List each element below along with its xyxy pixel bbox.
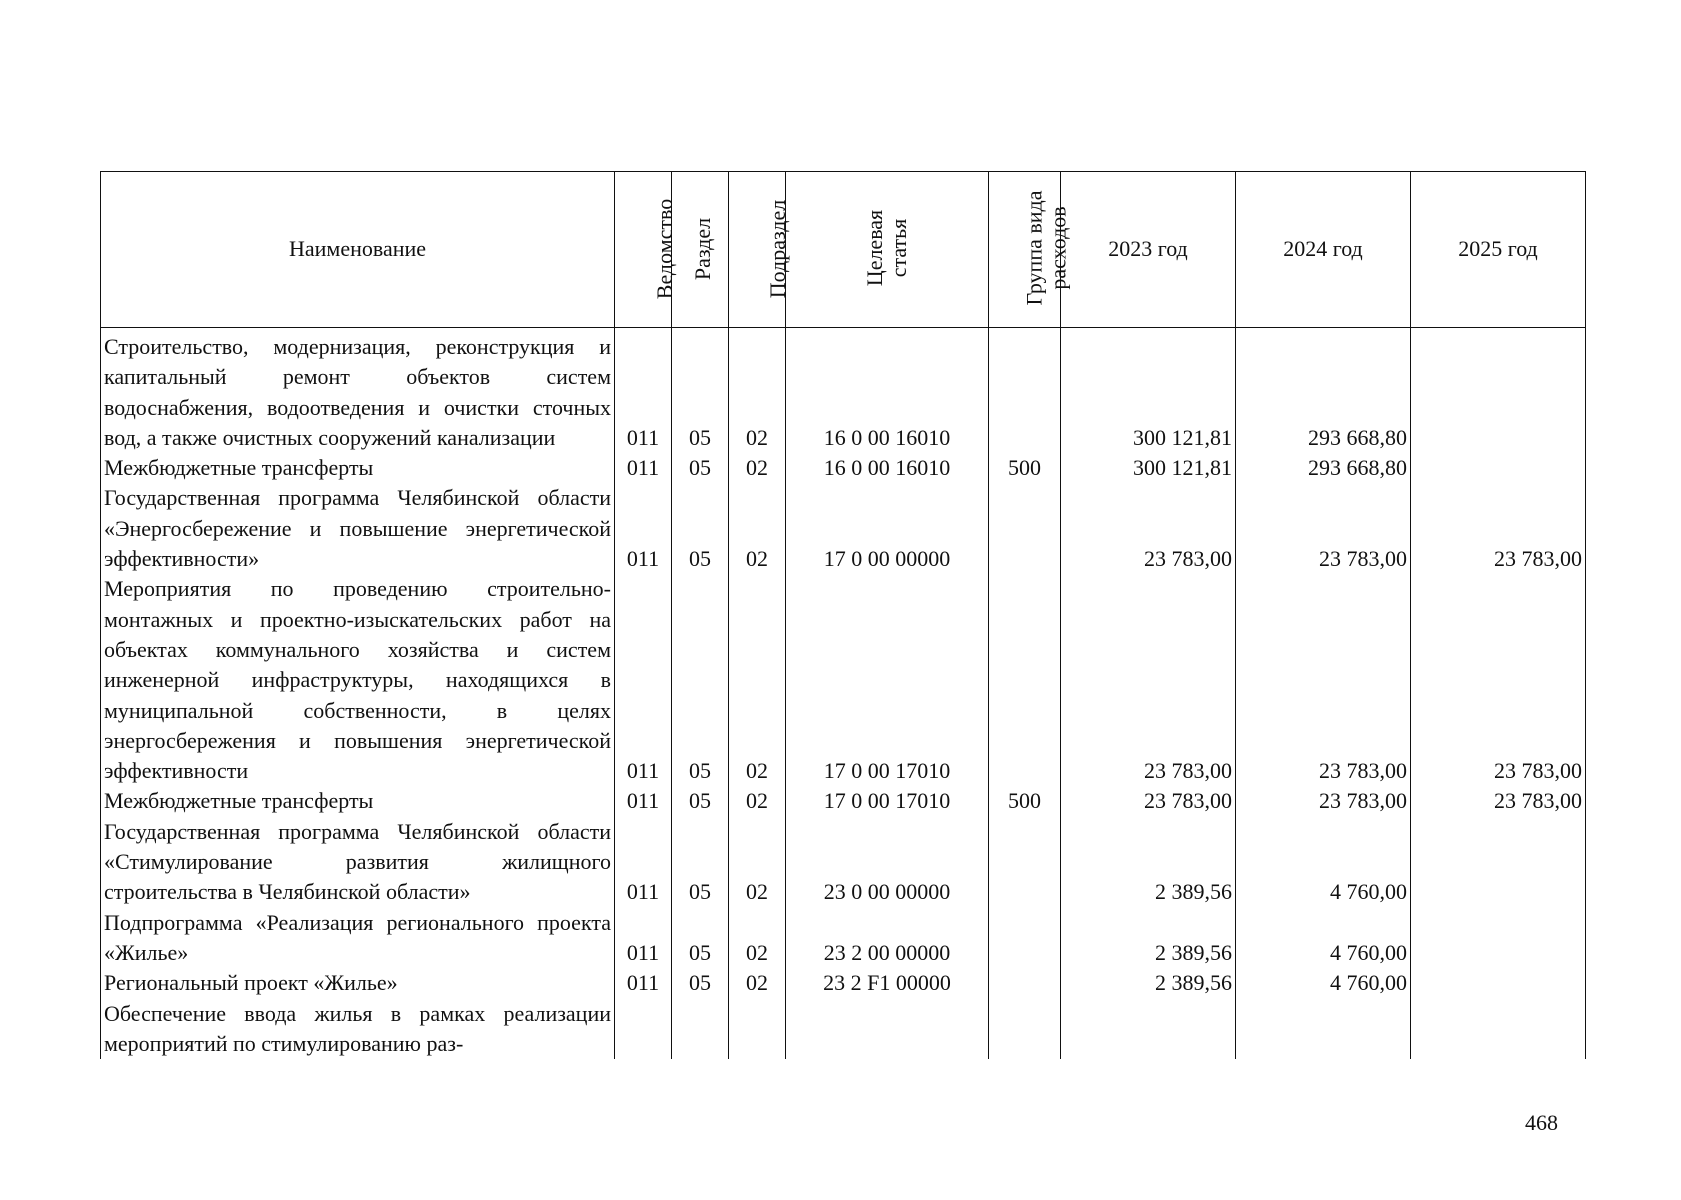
row-2024: 4 760,00	[1236, 908, 1411, 969]
row-subsection	[729, 999, 786, 1060]
row-section: 05	[672, 453, 729, 483]
budget-table	[100, 171, 1586, 1059]
table-row	[101, 328, 1586, 454]
row-2025	[1411, 817, 1586, 908]
row-name: Государственная программа Челябинской области «Стимулирование развития жилищного строительства в Челябинской области»	[101, 817, 615, 908]
row-2025: 23 783,00	[1411, 786, 1586, 816]
row-subsection: 02	[729, 574, 786, 786]
row-group	[989, 817, 1061, 908]
row-2023: 300 121,81	[1061, 453, 1236, 483]
table-row	[101, 908, 1586, 969]
row-section: 05	[672, 483, 729, 574]
header-section: Раздел	[672, 172, 729, 328]
row-section: 05	[672, 908, 729, 969]
row-group	[989, 908, 1061, 969]
row-2023: 23 783,00	[1061, 483, 1236, 574]
row-2024: 23 783,00	[1236, 483, 1411, 574]
table-row	[101, 999, 1586, 1060]
row-group	[989, 483, 1061, 574]
row-name: Мероприятия по проведению строительно-монтажных и проектно-изыскательских работ на объектах коммунального хозяйства и систем инженерной инфраструктуры, находящихся в муниципальной собственности, в целях энергосбережения и повышения энергетической эффективности	[101, 574, 615, 786]
header-2025: 2025 год	[1411, 172, 1586, 328]
row-2024: 4 760,00	[1236, 968, 1411, 998]
row-2024: 4 760,00	[1236, 817, 1411, 908]
row-2024: 23 783,00	[1236, 574, 1411, 786]
row-subsection: 02	[729, 786, 786, 816]
header-2024: 2024 год	[1236, 172, 1411, 328]
row-2023: 23 783,00	[1061, 574, 1236, 786]
row-target: 16 0 00 16010	[786, 328, 989, 454]
row-2024	[1236, 999, 1411, 1060]
row-dept: 011	[615, 328, 672, 454]
row-2024: 23 783,00	[1236, 786, 1411, 816]
row-subsection: 02	[729, 328, 786, 454]
row-name: Межбюджетные трансферты	[101, 453, 615, 483]
row-dept: 011	[615, 968, 672, 998]
row-2025	[1411, 999, 1586, 1060]
row-dept: 011	[615, 908, 672, 969]
row-target: 23 0 00 00000	[786, 817, 989, 908]
row-subsection: 02	[729, 483, 786, 574]
row-2025	[1411, 453, 1586, 483]
table-row	[101, 574, 1586, 786]
row-name: Обеспечение ввода жилья в рамках реализации мероприятий по стимулированию раз-	[101, 999, 615, 1060]
row-section	[672, 999, 729, 1060]
table-row	[101, 483, 1586, 574]
row-section: 05	[672, 328, 729, 454]
row-name: Строительство, модернизация, реконструкция и капитальный ремонт объектов систем водоснабжения, водоотведения и очистки сточных вод, а также очистных сооружений канализации	[101, 328, 615, 454]
table-header-row	[101, 172, 1586, 328]
row-name: Межбюджетные трансферты	[101, 786, 615, 816]
row-2023: 2 389,56	[1061, 968, 1236, 998]
row-subsection: 02	[729, 817, 786, 908]
row-target: 23 2 00 00000	[786, 908, 989, 969]
row-name: Государственная программа Челябинской области «Энергосбережение и повышение энергетической эффективности»	[101, 483, 615, 574]
row-target: 23 2 F1 00000	[786, 968, 989, 998]
row-subsection: 02	[729, 453, 786, 483]
table-row	[101, 968, 1586, 998]
row-group	[989, 328, 1061, 454]
row-dept: 011	[615, 453, 672, 483]
row-dept: 011	[615, 574, 672, 786]
row-2025: 23 783,00	[1411, 574, 1586, 786]
row-2025	[1411, 968, 1586, 998]
row-subsection: 02	[729, 908, 786, 969]
row-section: 05	[672, 968, 729, 998]
row-group: 500	[989, 453, 1061, 483]
table-row	[101, 786, 1586, 816]
row-section: 05	[672, 574, 729, 786]
row-target: 17 0 00 17010	[786, 786, 989, 816]
row-2024: 293 668,80	[1236, 453, 1411, 483]
row-target: 16 0 00 16010	[786, 453, 989, 483]
row-group	[989, 574, 1061, 786]
row-2024: 293 668,80	[1236, 328, 1411, 454]
row-target: 17 0 00 17010	[786, 574, 989, 786]
row-name: Подпрограмма «Реализация регионального проекта «Жилье»	[101, 908, 615, 969]
table-row	[101, 817, 1586, 908]
row-dept	[615, 999, 672, 1060]
row-dept: 011	[615, 786, 672, 816]
header-target: Целевая статья	[786, 172, 989, 328]
row-dept: 011	[615, 483, 672, 574]
row-2023	[1061, 999, 1236, 1060]
row-section: 05	[672, 786, 729, 816]
header-group: Группа вида расходов	[989, 172, 1061, 328]
row-2023: 23 783,00	[1061, 786, 1236, 816]
header-name: Наименование	[101, 172, 615, 328]
header-subsection: Подраздел	[729, 172, 786, 328]
row-2023: 2 389,56	[1061, 908, 1236, 969]
row-group	[989, 999, 1061, 1060]
row-2025: 23 783,00	[1411, 483, 1586, 574]
row-target: 17 0 00 00000	[786, 483, 989, 574]
row-2023: 2 389,56	[1061, 817, 1236, 908]
row-subsection: 02	[729, 968, 786, 998]
page-number: 468	[1525, 1110, 1558, 1135]
row-name: Региональный проект «Жилье»	[101, 968, 615, 998]
row-group: 500	[989, 786, 1061, 816]
table-row	[101, 453, 1586, 483]
row-2025	[1411, 328, 1586, 454]
row-group	[989, 968, 1061, 998]
header-2023: 2023 год	[1061, 172, 1236, 328]
row-dept: 011	[615, 817, 672, 908]
row-section: 05	[672, 817, 729, 908]
row-2025	[1411, 908, 1586, 969]
header-dept: Ведомство	[615, 172, 672, 328]
row-2023: 300 121,81	[1061, 328, 1236, 454]
row-target	[786, 999, 989, 1060]
